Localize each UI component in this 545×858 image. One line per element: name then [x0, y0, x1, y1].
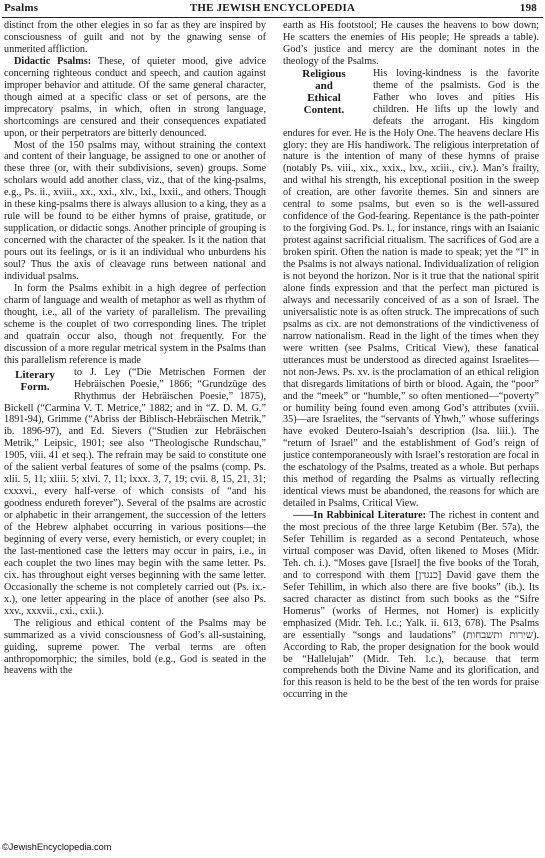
margin-rel-line3: Ethical — [307, 92, 341, 105]
paragraph-form: In form the Psalms exhibit in a high degree of perfection charm of language and wealth of metaphor as well as rhythm of thought, i.e., all of the variety of parallelism. The prevailing scheme is the couplet of two corresponding lines. The triplet and quatrain occur also, though not frequently. For the discussion of a more regular metrical system in the Psalms than this parallelism reference is made — [4, 282, 266, 366]
header-article-title: Psalms — [4, 2, 39, 14]
header-page-number: 198 — [519, 2, 537, 14]
paragraph-rabbinical-literature — [283, 510, 539, 701]
margin-rel-line2: and — [315, 80, 333, 93]
paragraph-religious-ethical — [283, 68, 539, 510]
paragraph-didactic-text: These, of quieter mood, give advice concerning righteous conduct and speech, and caution against improper behavior and attitude. Of the same general character, though aimed at a specific class or set of persons, are the imprecatory psalms, in which, often in strong language, shortcomings are censured and their consequences expatiated upon, or their perpetrators are bitterly denounced. — [4, 55, 266, 139]
paragraph-grouping: Most of the 150 psalms may, without straining the context and content of their language, be assigned to one or another of these three (or, with their subdivisions, seven) groups. Some scholars would add another class, viz., that of the king-psalms, e.g., Ps. ii., xviii., xx., xxi., xlv., lxi., lxxii., and others. Though in these king-psalms there is always allusion to a king, they as a rule will be found to be either hymns of praise, gratitude, or supplication, or didactic songs. Another principle of grouping is concerned with the character of the speaker. Is it the nation that pours out its feelings, or is it an individual who unburdens his soul? Thus the axis of cleavage runs between national and individual psalms. — [4, 139, 266, 283]
margin-heading-literary-form — [4, 369, 66, 393]
paragraph-didactic-psalms — [4, 56, 266, 140]
paragraph-religious-content-start: The religious and ethical content of the Psalms may be summarized as a vivid consciousness of God’s all-sustaining, guiding, supreme power. The verbal terms are often anthropomorphic; the similes, bold (e.g., God is seated in the heavens with the — [4, 617, 266, 677]
runin-heading-rabbinical: ——In Rabbinical Literature: — [293, 510, 427, 522]
margin-heading-religious-ethical — [283, 68, 365, 117]
header-publication-title: THE JEWISH ENCYCLOPEDIA — [189, 2, 356, 14]
margin-literary-line1: Literary — [15, 368, 55, 381]
page-header — [2, 2, 543, 17]
margin-rel-line1: Religious — [302, 67, 346, 80]
left-column — [4, 20, 266, 838]
paragraph-form-continued-text: to J. Ley (“Die Metrischen Formen der Hebräischen Poesie,” 1866; “Grundzüge des Rhythmus der Hebräischen Poesie,” 1875), Bickell (“Carmina V. T. Metrice,” 1882; and in “Z. D. M. G.” 1891-94), Grimme (“Abriss der Biblisch-Hebräischen Metrik,” ib. 1896-97), and Ed. Sievers (“Studien zur Hebräischen Metrik,” Leipsic, 1901; see also “Theologische Rundschau,” 1905, viii. 41 et seq.). The refrain may be said to constitute one of the salient verbal features of some of the psalms (comp. Ps. xlii. 5, 11; xliii. 5; xlvi. 7, 11; lxxx. 3, 7, 19; cvii. 8, 15, 21, 31; cxxxvi., every half-verse of which consists of “and his goodness endureth forever”). Several of the psalms are acrostic or alphabetic in their arrangement, the succession of the letters of the Hebrew alphabet occurring in various positions—the beginning of every verse, every hemistich, or every couplet; in the last-mentioned case the letters may occur in pairs, i.e., in each couplet the two lines may begin with the same letter. Ps. cix. has throughout eight verses beginning with the same letter. Occasionally the scheme is not completely carried out (Ps. ix.-x.), one letter appearing in the place of another (see also Ps. xxv., xxxvii., cxi., cxii.). — [4, 366, 266, 617]
right-column — [283, 20, 539, 838]
runin-heading-didactic: Didactic Psalms: — [14, 55, 92, 67]
margin-rel-line4: Content. — [303, 104, 345, 117]
paragraph-rabbinical-text: The richest in content and the most precious of the three large Ketubim (Ber. 57a), the Sefer Tehillim is regarded as a second Pentateuch, whose virtual composer was David, often likened to Moses (Midr. Teh. ch. i.). “Moses gave [Israel] the five books of the Torah, and to correspond with them [כנגדן] David gave them the Sefer Tehillim, in which also there are five books” (ib.). Its sacred character as distinct from such books as the “Sifre Homerus” (works of Hermes, not Homer) is explicitly emphasized (Midr. Teh. l.c.; Yalk. ii. 613, 678). The Psalms are essentially “songs and laudations” (שירות ותשבחות). According to Rab, the proper designation for the book would be “Hallelujah” (Midr. Teh. l.c.), because that term comprehends both the Divine Name and its glorification, and for this reason is held to be the best of the ten words for praise occurring in the — [283, 510, 539, 701]
paragraph-form-continued — [4, 367, 266, 618]
paragraph-religious-ethical-text: His loving-kindness is the favorite theme of the psalmists. God is the Father who loves and pities His children. He lifts up the lowly and defeats the arrogant. His kingdom endures for ever. He is the Holy One. The heavens declare His glory: they are His handiwork. The religious interpretation of nature is the intention of many of these hymns of praise (notably Ps. viii., xix., xxix., lxv., xciii., civ.). Man’s frailty, and withal his strength, his exceptional position in the sweep of creation, are other favorite themes. Sin and sinners are central to some psalms, but even so is the well-assured confidence of the God-fearing. Repentance is the path-pointer to the forgiving God. Ps. l., for instance, rings with an Isaianic protest against sacrificial ritualism. The sacrifices of God are a broken spirit. Often the nation is made to speak; yet the “I” in the Psalms is not always national. Individualization of religion is not beyond the horizon. Nor is it true that the national spirit alone finds expression and that the perfect man pictured is always and necessarily conceived of as a son of Israel. The universalistic note is as often struck. The imprecations of such psalms as cix. are not demonstrations of the vindictiveness of narrow nationalism. Read in the light of the times when they were written (see Psalms, Critical View), these fanatical utterances must be understood as directed against Israelites—not non-Jews. Ps. xv. is the proclamation of an ethical religion that disregards limitations of birth or blood. Again, the “poor” and the “meek” or “humble,” so often mentioned—“poverty” or humility being found even among God’s attributes (xviii. 35)—are Israelites, the “servants of Yhwh,” whose sufferings have evoked Deutero-Isaiah’s description (Isa. liii.). The “return of Israel” and the establishment of God’s reign of justice contemporaneously with Israel’s restoration are focal in the eschatology of the Psalms, treated as a whole. But perhaps this method of regarding the Psalms as virtually reflecting identical views must be abandoned, the reasons for which are detailed in Psalms, Critical View. — [283, 67, 539, 510]
margin-literary-line2: Form. — [20, 380, 50, 393]
copyright-credit: ©JewishEncyclopedia.com — [2, 842, 112, 852]
paragraph-elegies-end: distinct from the other elegies in so far as they are inspired by consciousness of guilt and not by the gnawing sense of unmerited affliction. — [4, 20, 266, 55]
paragraph-theology: earth as His footstool; He causes the heavens to bow down; He scatters the enemies of His people; He spreads a table). God’s justice and mercy are the dominant notes in the theology of the Psalms. — [283, 20, 539, 67]
header-rule — [2, 17, 543, 18]
